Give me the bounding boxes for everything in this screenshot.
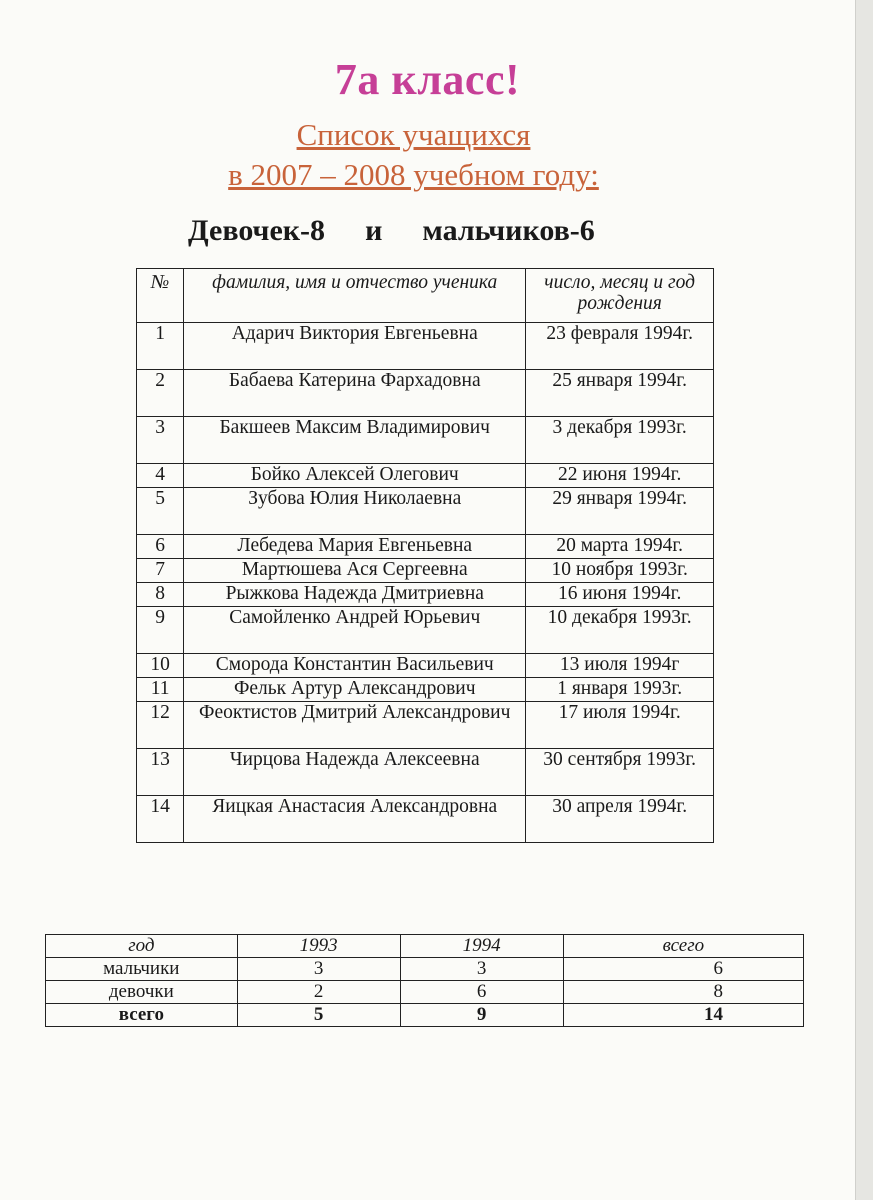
table-row — [137, 583, 714, 607]
row-name: Лебедева Мария Евгеньевна — [184, 535, 526, 559]
row-name: Самойленко Андрей Юрьевич — [184, 607, 526, 654]
gender-counts — [188, 214, 595, 248]
row-name: Феоктистов Дмитрий Александрович — [184, 702, 526, 749]
row-num: 10 — [137, 654, 184, 678]
row-name: Рыжкова Надежда Дмитриевна — [184, 583, 526, 607]
row-date: 30 апреля 1994г. — [526, 796, 714, 843]
row-num: 11 — [137, 678, 184, 702]
header-date: число, месяц и год рождения — [526, 269, 714, 323]
summary-cell: 2 — [237, 981, 400, 1004]
row-date: 3 декабря 1993г. — [526, 417, 714, 464]
row-num: 13 — [137, 749, 184, 796]
row-date: 30 сентября 1993г. — [526, 749, 714, 796]
table-row — [137, 417, 714, 464]
summary-label: мальчики — [46, 958, 238, 981]
row-date: 23 февраля 1994г. — [526, 323, 714, 370]
boys-count: мальчиков-6 — [422, 214, 595, 247]
summary-label: девочки — [46, 981, 238, 1004]
summary-cell: 14 — [563, 1004, 803, 1027]
row-num: 4 — [137, 464, 184, 488]
row-num: 3 — [137, 417, 184, 464]
row-date: 20 марта 1994г. — [526, 535, 714, 559]
row-num: 9 — [137, 607, 184, 654]
row-name: Яицкая Анастасия Александровна — [184, 796, 526, 843]
summary-row-boys — [46, 958, 804, 981]
row-num: 1 — [137, 323, 184, 370]
row-date: 29 января 1994г. — [526, 488, 714, 535]
row-name: Фельк Артур Александрович — [184, 678, 526, 702]
table-row — [137, 464, 714, 488]
table-row — [137, 488, 714, 535]
row-date: 25 января 1994г. — [526, 370, 714, 417]
header-name: фамилия, имя и отчество ученика — [184, 269, 526, 323]
summary-table — [45, 934, 804, 1027]
table-row — [137, 370, 714, 417]
summary-header-row — [46, 935, 804, 958]
summary-cell: 9 — [400, 1004, 563, 1027]
summary-row-total — [46, 1004, 804, 1027]
list-heading: Список учащихся — [296, 117, 531, 152]
summary-header-total: всего — [563, 935, 803, 958]
row-date: 13 июля 1994г — [526, 654, 714, 678]
school-year-heading: в 2007 – 2008 учебном году: — [228, 157, 599, 192]
row-date: 17 июля 1994г. — [526, 702, 714, 749]
student-roster-table — [136, 268, 714, 843]
row-date: 16 июня 1994г. — [526, 583, 714, 607]
table-row — [137, 678, 714, 702]
class-title: 7а класс! — [334, 55, 521, 104]
summary-label: всего — [46, 1004, 238, 1027]
summary-cell: 8 — [563, 981, 803, 1004]
table-row — [137, 535, 714, 559]
table-row — [137, 559, 714, 583]
summary-row-girls — [46, 981, 804, 1004]
summary-cell: 3 — [237, 958, 400, 981]
girls-count: Девочек-8 — [188, 214, 326, 247]
summary-cell: 5 — [237, 1004, 400, 1027]
header-num: № — [137, 269, 184, 323]
page-edge — [855, 0, 873, 1200]
summary-cell: 6 — [400, 981, 563, 1004]
row-num: 6 — [137, 535, 184, 559]
summary-header-year: год — [46, 935, 238, 958]
row-num: 14 — [137, 796, 184, 843]
summary-cell: 6 — [563, 958, 803, 981]
table-row — [137, 796, 714, 843]
summary-header-1994: 1994 — [400, 935, 563, 958]
row-name: Зубова Юлия Николаевна — [184, 488, 526, 535]
row-num: 8 — [137, 583, 184, 607]
row-date: 10 декабря 1993г. — [526, 607, 714, 654]
row-name: Бойко Алексей Олегович — [184, 464, 526, 488]
row-name: Бакшеев Максим Владимирович — [184, 417, 526, 464]
table-row — [137, 607, 714, 654]
summary-cell: 3 — [400, 958, 563, 981]
row-date: 10 ноября 1993г. — [526, 559, 714, 583]
row-num: 7 — [137, 559, 184, 583]
row-name: Сморода Константин Васильевич — [184, 654, 526, 678]
row-num: 2 — [137, 370, 184, 417]
row-name: Чирцова Надежда Алексеевна — [184, 749, 526, 796]
row-name: Бабаева Катерина Фархадовна — [184, 370, 526, 417]
table-row — [137, 702, 714, 749]
table-row — [137, 654, 714, 678]
table-row — [137, 323, 714, 370]
summary-header-1993: 1993 — [237, 935, 400, 958]
row-name: Адарич Виктория Евгеньевна — [184, 323, 526, 370]
and-word: и — [365, 214, 383, 247]
row-num: 5 — [137, 488, 184, 535]
row-num: 12 — [137, 702, 184, 749]
table-row — [137, 749, 714, 796]
row-name: Мартюшева Ася Сергеевна — [184, 559, 526, 583]
row-date: 22 июня 1994г. — [526, 464, 714, 488]
roster-header-row — [137, 269, 714, 323]
row-date: 1 января 1993г. — [526, 678, 714, 702]
